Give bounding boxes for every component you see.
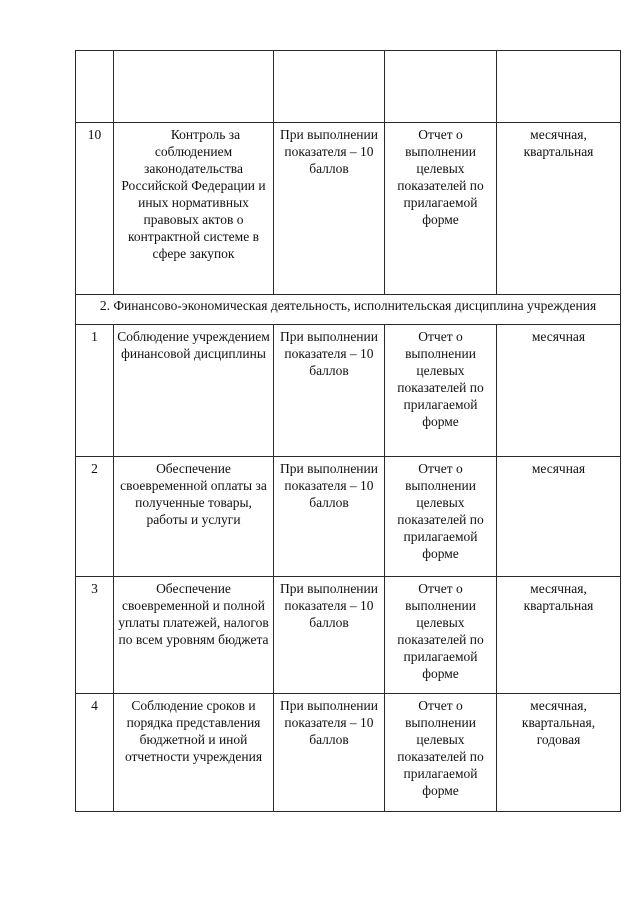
cell-report-form: Отчет о выполнении целевых показателей по прилагаемой форме (385, 325, 497, 457)
cell-number (76, 51, 114, 123)
cell-periodicity: месячная, квартальная (497, 577, 621, 694)
cell-periodicity: месячная (497, 457, 621, 577)
cell-condition: При выполнении показателя – 10 баллов (274, 694, 385, 812)
cell-periodicity: месячная, квартальная (497, 123, 621, 295)
cell-report-form: Отчет о выполнении целевых показателей по прилагаемой форме (385, 457, 497, 577)
cell-indicator (114, 51, 274, 123)
cell-number: 10 (76, 123, 114, 295)
table-row (76, 694, 621, 812)
cell-indicator: Соблюдение учреждением финансовой дисциплины (114, 325, 274, 457)
cell-indicator: Обеспечение своевременной и полной уплаты платежей, налогов по всем уровням бюджета (114, 577, 274, 694)
cell-condition (274, 51, 385, 123)
table-row (76, 577, 621, 694)
section-header-row (76, 295, 621, 325)
cell-indicator: Обеспечение своевременной оплаты за полученные товары, работы и услуги (114, 457, 274, 577)
cell-condition: При выполнении показателя – 10 баллов (274, 325, 385, 457)
table-row-blank (76, 51, 621, 123)
cell-indicator (114, 123, 274, 295)
cell-report-form (385, 51, 497, 123)
cell-report-form: Отчет о выполнении целевых показателей по прилагаемой форме (385, 694, 497, 812)
cell-periodicity: месячная, квартальная, годовая (497, 694, 621, 812)
indicator-text: Контроль за соблюдением законодательства Российской Федерации и иных нормативных правовых актов о контрактной системе в сфере закупок (121, 127, 266, 261)
cell-report-form: Отчет о выполнении целевых показателей по прилагаемой форме (385, 123, 497, 295)
cell-indicator: Соблюдение сроков и порядка представления бюджетной и иной отчетности учреждения (114, 694, 274, 812)
cell-condition: При выполнении показателя – 10 баллов (274, 123, 385, 295)
table-row (76, 123, 621, 295)
cell-periodicity: месячная (497, 325, 621, 457)
section-title: 2. Финансово-экономическая деятельность, исполнительская дисциплина учреждения (76, 295, 621, 325)
cell-number: 4 (76, 694, 114, 812)
cell-number: 1 (76, 325, 114, 457)
cell-periodicity (497, 51, 621, 123)
cell-number: 3 (76, 577, 114, 694)
table-row (76, 325, 621, 457)
cell-condition: При выполнении показателя – 10 баллов (274, 457, 385, 577)
cell-number: 2 (76, 457, 114, 577)
table-row (76, 457, 621, 577)
cell-condition: При выполнении показателя – 10 баллов (274, 577, 385, 694)
indicators-table (75, 50, 621, 812)
cell-report-form: Отчет о выполнении целевых показателей по прилагаемой форме (385, 577, 497, 694)
